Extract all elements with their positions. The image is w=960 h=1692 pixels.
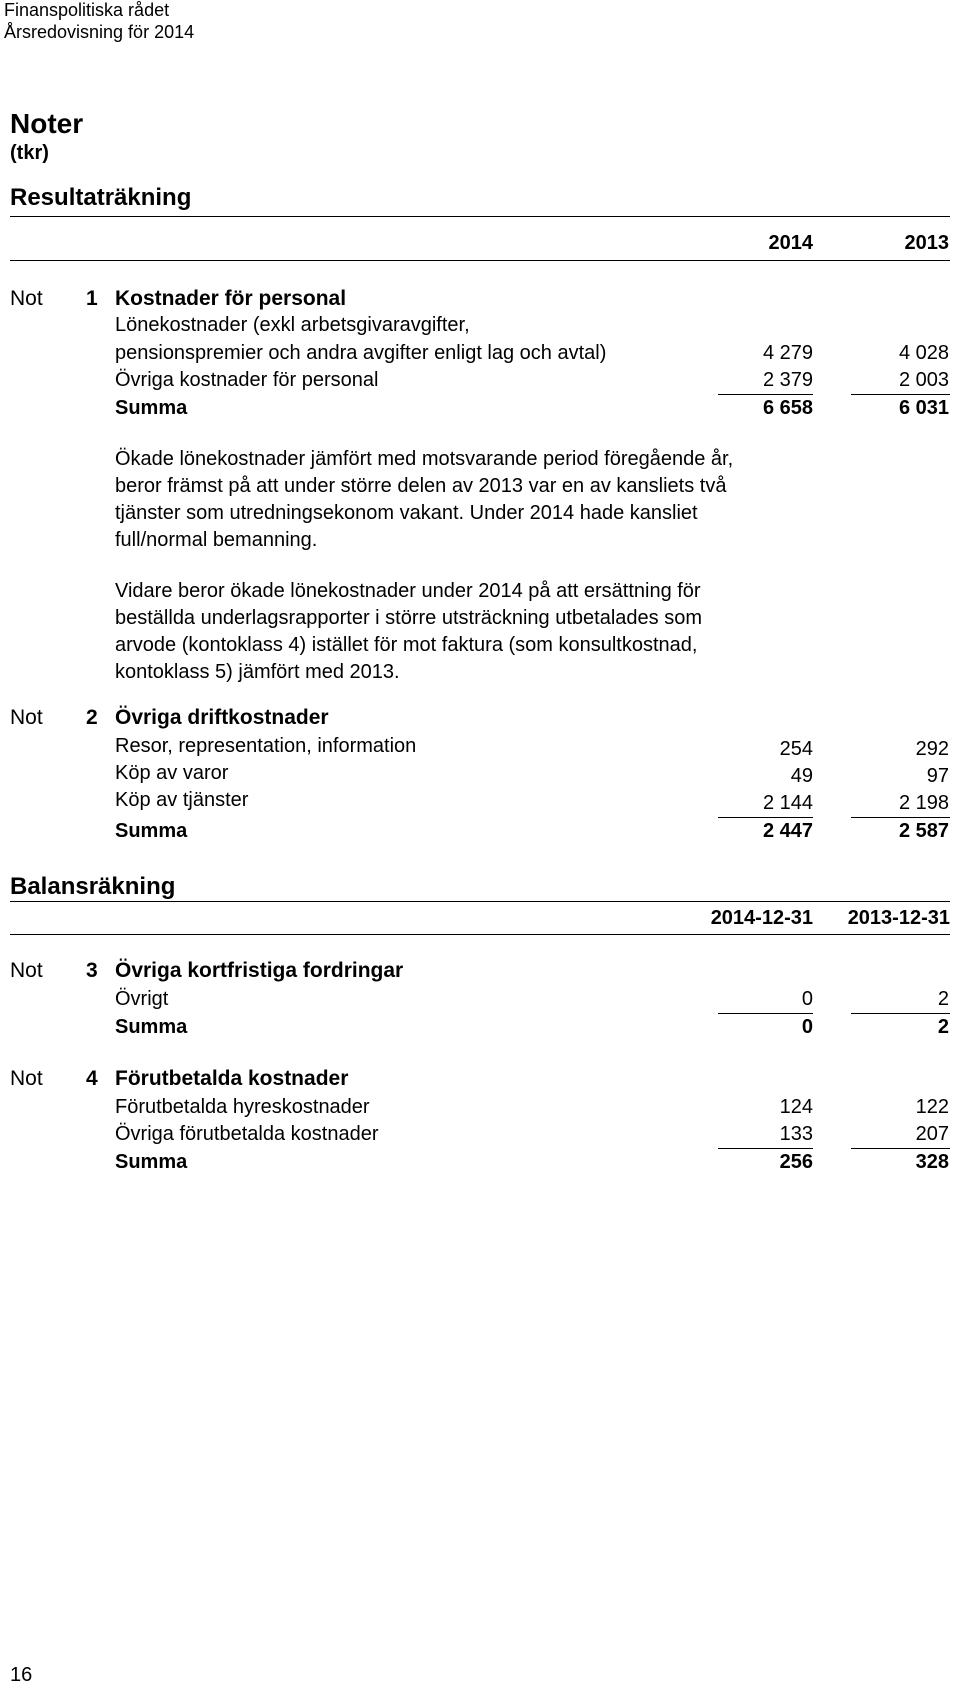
sum-label: Summa: [115, 1016, 188, 1038]
note-label: Not: [10, 706, 43, 729]
col-header-2013: 2013: [904, 232, 949, 254]
sum-value-2013: 2 587: [898, 820, 949, 842]
row-value-2013: 2 198: [898, 792, 949, 814]
sum-label: Summa: [115, 1151, 188, 1173]
note-title: Förutbetalda kostnader: [115, 1067, 349, 1090]
unit-label: (tkr): [10, 142, 49, 164]
row-value-2013: 2 003: [898, 369, 949, 391]
row-label: Köp av varor: [115, 762, 229, 784]
row-label: Övriga förutbetalda kostnader: [115, 1123, 379, 1145]
col-header-rule: [10, 934, 950, 935]
note-title: Övriga kortfristiga fordringar: [115, 959, 404, 982]
row-value-2013: 4 028: [898, 342, 949, 364]
col-header-2013-12-31: 2013-12-31: [847, 907, 950, 929]
note-number: 3: [86, 959, 98, 982]
col-header-rule: [10, 260, 950, 261]
row-value-2014: 2 379: [762, 369, 813, 391]
col-header-2014: 2014: [768, 232, 813, 254]
row-value-2013: 97: [926, 765, 949, 787]
sum-rule: [718, 817, 813, 818]
note-label: Not: [10, 287, 43, 310]
note-number: 1: [86, 287, 98, 310]
row-value-2013: 292: [915, 738, 949, 760]
section-rule: [10, 901, 950, 902]
note-explanation-2: Vidare beror ökade lönekostnader under 2014 på att ersättning för beställda underlagsrapporter i större utsträckning utbetalades som arvode (kontoklass 4) istället för mot faktura (som konsultkostnad, kontoklass 5) jämfört med 2013.: [115, 580, 702, 683]
section-heading-balans: Balansräkning: [10, 873, 176, 900]
row-value-2013: 122: [915, 1096, 949, 1118]
note-title: Kostnader för personal: [115, 287, 347, 310]
sum-rule: [851, 1013, 950, 1014]
col-header-2014-12-31: 2014-12-31: [710, 907, 813, 929]
row-label: Förutbetalda hyreskostnader: [115, 1096, 370, 1118]
row-value-2014: 49: [790, 765, 813, 787]
note-title: Övriga driftkostnader: [115, 706, 329, 729]
section-heading-resultat: Resultaträkning: [10, 184, 192, 211]
row-value-2014: 133: [779, 1123, 813, 1145]
page-number: 16: [10, 1664, 33, 1686]
note-number: 2: [86, 706, 98, 729]
sum-value-2014: 0: [801, 1016, 813, 1038]
sum-rule: [851, 1148, 950, 1149]
sum-rule: [718, 1148, 813, 1149]
row-value-2014: 4 279: [762, 342, 813, 364]
sum-value-2014: 2 447: [762, 820, 813, 842]
row-label: Övrigt: [115, 988, 169, 1010]
row-value-2014: 254: [779, 738, 813, 760]
note-number: 4: [86, 1067, 98, 1090]
row-value-2013: 207: [915, 1123, 949, 1145]
sum-rule: [851, 817, 950, 818]
note-label: Not: [10, 959, 43, 982]
row-label: Resor, representation, information: [115, 735, 417, 757]
section-rule: [10, 216, 950, 217]
row-value-2014: 124: [779, 1096, 813, 1118]
sum-rule: [718, 394, 813, 395]
sum-value-2014: 6 658: [762, 397, 813, 419]
sum-rule: [718, 1013, 813, 1014]
row-label: pensionspremier och andra avgifter enligt lag och avtal): [115, 342, 607, 364]
row-value-2013: 2: [937, 988, 949, 1010]
sum-label: Summa: [115, 820, 188, 842]
sum-label: Summa: [115, 397, 188, 419]
note-label: Not: [10, 1067, 43, 1090]
report-title: Årsredovisning för 2014: [4, 22, 195, 42]
row-label: Köp av tjänster: [115, 789, 249, 811]
row-value-2014: 0: [801, 988, 813, 1010]
sum-value-2014: 256: [779, 1151, 813, 1173]
sum-value-2013: 6 031: [898, 397, 949, 419]
row-value-2014: 2 144: [762, 792, 813, 814]
note-explanation-1: Ökade lönekostnader jämfört med motsvarande period föregående år, beror främst på att under större delen av 2013 var en av kansliets två tjänster som utredningsekonom vakant. Under 2014 hade kansliet full/normal bemanning.: [115, 448, 734, 551]
page-title: Noter: [10, 108, 84, 139]
sum-rule: [851, 394, 950, 395]
row-label: Övriga kostnader för personal: [115, 369, 379, 391]
sum-value-2013: 2: [937, 1016, 949, 1038]
row-label: Lönekostnader (exkl arbetsgivaravgifter,: [115, 314, 470, 336]
sum-value-2013: 328: [915, 1151, 949, 1173]
org-name: Finanspolitiska rådet: [4, 0, 170, 20]
